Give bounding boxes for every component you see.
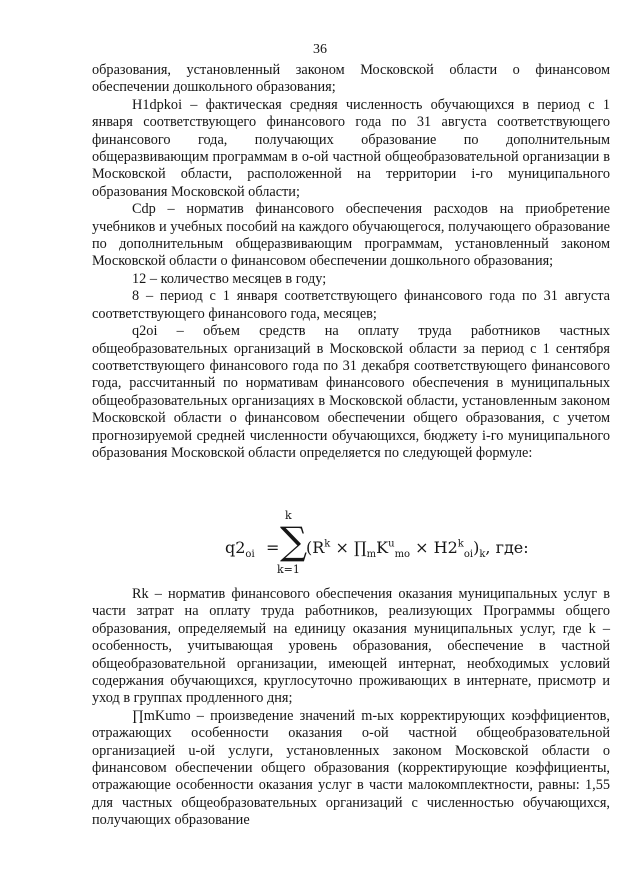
page-number: 36: [313, 42, 327, 57]
paragraph: 12 – количество месяцев в году;: [132, 270, 327, 287]
paragraph: образования, установленный законом Московской области о финансовом обеспечении дошкольного образования;: [92, 62, 610, 96]
text-block-lower: [92, 586, 610, 830]
formula-equals: =: [266, 538, 280, 557]
formula: [0, 509, 640, 575]
text-block-upper: [92, 62, 610, 462]
paragraph: H1dpkoi – фактическая средняя численность обучающихся в период с 1 января соответствующего финансового года по 31 августа соответствующего финансового года, получающих образование по дополнительным общеразвивающим программам в o-ой частной общеобразовательной организации в Московской области, расположенной на территории i-го муниципального образования Московской области;: [92, 96, 610, 200]
paragraph: Rk – норматив финансового обеспечения оказания муниципальных услуг в части затрат на оплату труда работников, реализующих Программы общего образования, определяемый на единицу оказания муниципальных услуг, где k – особенность, учитывающая уровень образования, обеспечение в частной общеобразовательной организации, имеющей интернат, необходимых условий содержания обучающихся, круглосуточно проживающих в интернате, присмотр и уход в группах продленного дня;: [92, 586, 610, 707]
paragraph: Cdp – норматив финансового обеспечения расходов на приобретение учебников и учебных пособий на каждого обучающегося, получающего образование по дополнительным общеразвивающим программам, установленный законом Московской области о финансовом обеспечении дошкольного образования;: [92, 201, 610, 270]
paragraph: ∏mKumo – произведение значений m-ых корректирующих коэффициентов, отражающих особенности оказания o-ой частной общеобразовательной организацией u-ой услуги, установленных законом Московской области о финансовом обеспечении общего образования (корректирующие коэффициенты, отражающие особенности оказания услуг в части малокомплектности, равны: 1,55 для частных общеобразовательных организаций с численностью обучающихся, получающих образование: [92, 707, 610, 829]
paragraph: 8 – период с 1 января соответствующего финансового года по 31 августа соответствующего финансового года, месяцев;: [92, 288, 610, 322]
formula-sigma: ∑: [280, 519, 308, 563]
formula-sum-bottom: k=1: [277, 563, 300, 576]
formula-lhs-sub: oi: [245, 549, 255, 561]
formula-lhs: q2: [225, 538, 246, 557]
formula-body: ($R^k$ × $\prod_mK^u_{mo} \times H2^k_{oi})_k$, где:: [306, 538, 529, 561]
paragraph: q2oi – объем средств на оплату труда работников частных общеобразовательных организаций в Московской области за период с 1 сентября соответствующего финансового года по 31 декабря соответствующего финансового года, рассчитанный по нормативам финансового обеспечения в муниципальных общеобразовательных организациях в Московской области, установленным законом Московской области о финансовом обеспечении общего образования, с учетом прогнозируемой средней численности обучающихся, бюджету i-го муниципального образования Московской области определяется по следующей формуле:: [92, 323, 610, 461]
formula-sum-top: k: [285, 509, 292, 522]
